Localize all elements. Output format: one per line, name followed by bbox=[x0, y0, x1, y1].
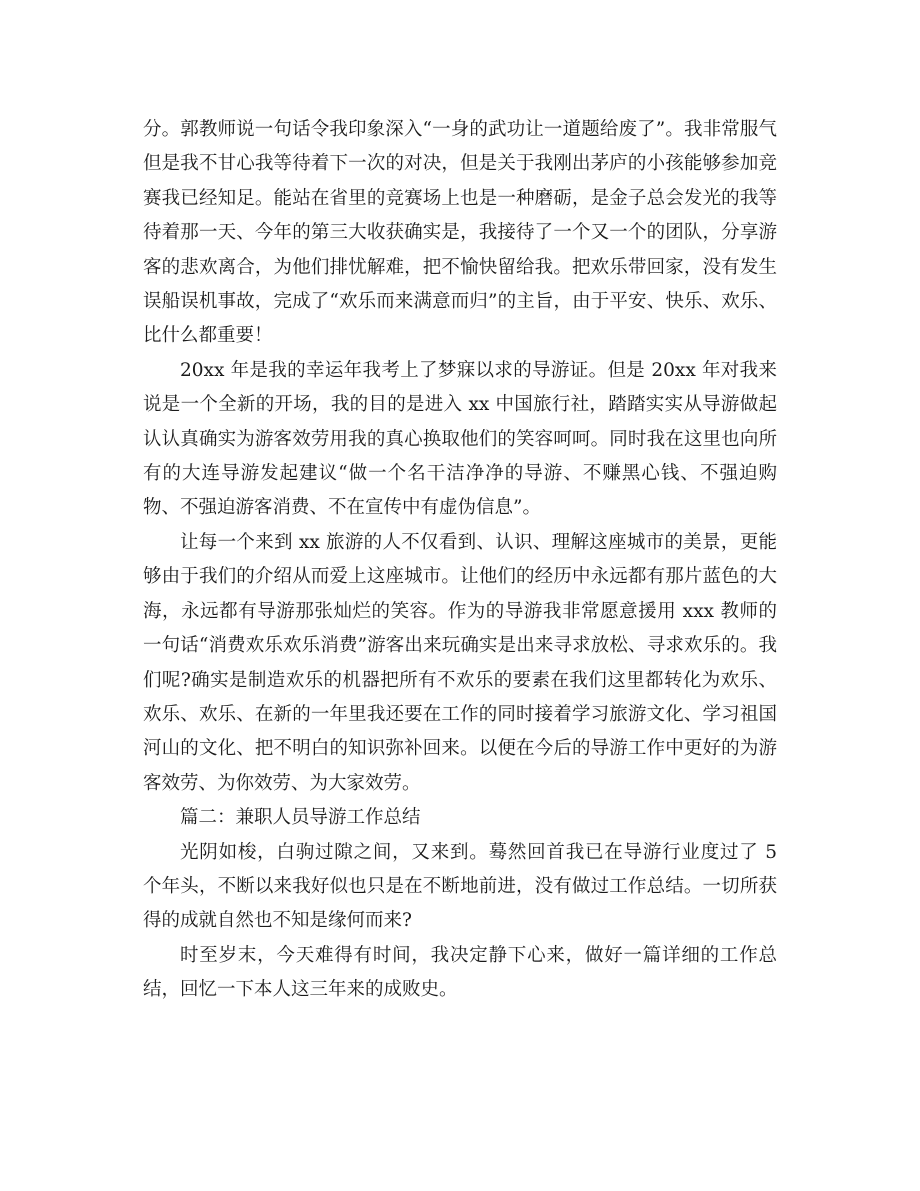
paragraph-tour-guide-license: 20xx 年是我的幸运年我考上了梦寐以求的导游证。但是 20xx 年对我来说是一个全新的开场，我的目的是进入 xx 中国旅行社，踏踏实实从导游做起认认真确实为游客效劳用我的真心换取他们的笑容呵呵。同时我在这里也向所有的大连导游发起建议“做一个名干洁净净的导游、不赚黑心钱、不强迫购物、不强迫游客消费、不在宣传中有虚伪信息”。 bbox=[143, 359, 777, 519]
paragraph-city-beauty: 让每一个来到 xx 旅游的人不仅看到、认识、理解这座城市的美景，更能够由于我们的介绍从而爱上这座城市。让他们的经历中永远都有那片蓝色的大海，永远都有导游那张灿烂的笑容。作为的导游我非常愿意援用 xxx 教师的一句话“消费欢乐欢乐消费”游客出来玩确实是出来寻求放松、寻求欢乐的。我们呢?确实是制造欢乐的机器把所有不欢乐的要素在我们这里都转化为欢乐、欢乐、欢乐、在新的一年里我还要在工作的同时接着学习旅游文化、学习祖国河山的文化、把不明白的知识弥补回来。以便在今后的导游工作中更好的为游客效劳、为你效劳、为大家效劳。 bbox=[143, 531, 777, 794]
paragraph-continuation: 分。郭教师说一句话令我印象深入“一身的武功让一道题给废了”。我非常服气但是我不甘心我等待着下一次的对决，但是关于我刚出茅庐的小孩能够参加竞赛我已经知足。能站在省里的竞赛场上也是一种磨砺，是金子总会发光的我等待着那一天、今年的第三大收获确实是，我接待了一个又一个的团队，分享游客的悲欢离合，为他们排忧解难，把不愉快留给我。把欢乐带回家，没有发生误船误机事故，完成了“欢乐而来满意而归”的主旨，由于平安、快乐、欢乐、比什么都重要！ bbox=[143, 119, 777, 347]
paragraph-year-end: 时至岁末，今天难得有时间，我决定静下心来，做好一篇详细的工作总结，回忆一下本人这三年来的成败史。 bbox=[143, 944, 777, 1001]
document-page bbox=[143, 113, 777, 1008]
paragraph-time-flies: 光阴如梭，白驹过隙之间，又来到。蓦然回首我已在导游行业度过了 5 个年头，不断以来我好似也只是在不断地前进，没有做过工作总结。一切所获得的成就自然也不知是缘何而来? bbox=[143, 841, 777, 932]
section-heading: 篇二：兼职人员导游工作总结 bbox=[180, 807, 421, 829]
